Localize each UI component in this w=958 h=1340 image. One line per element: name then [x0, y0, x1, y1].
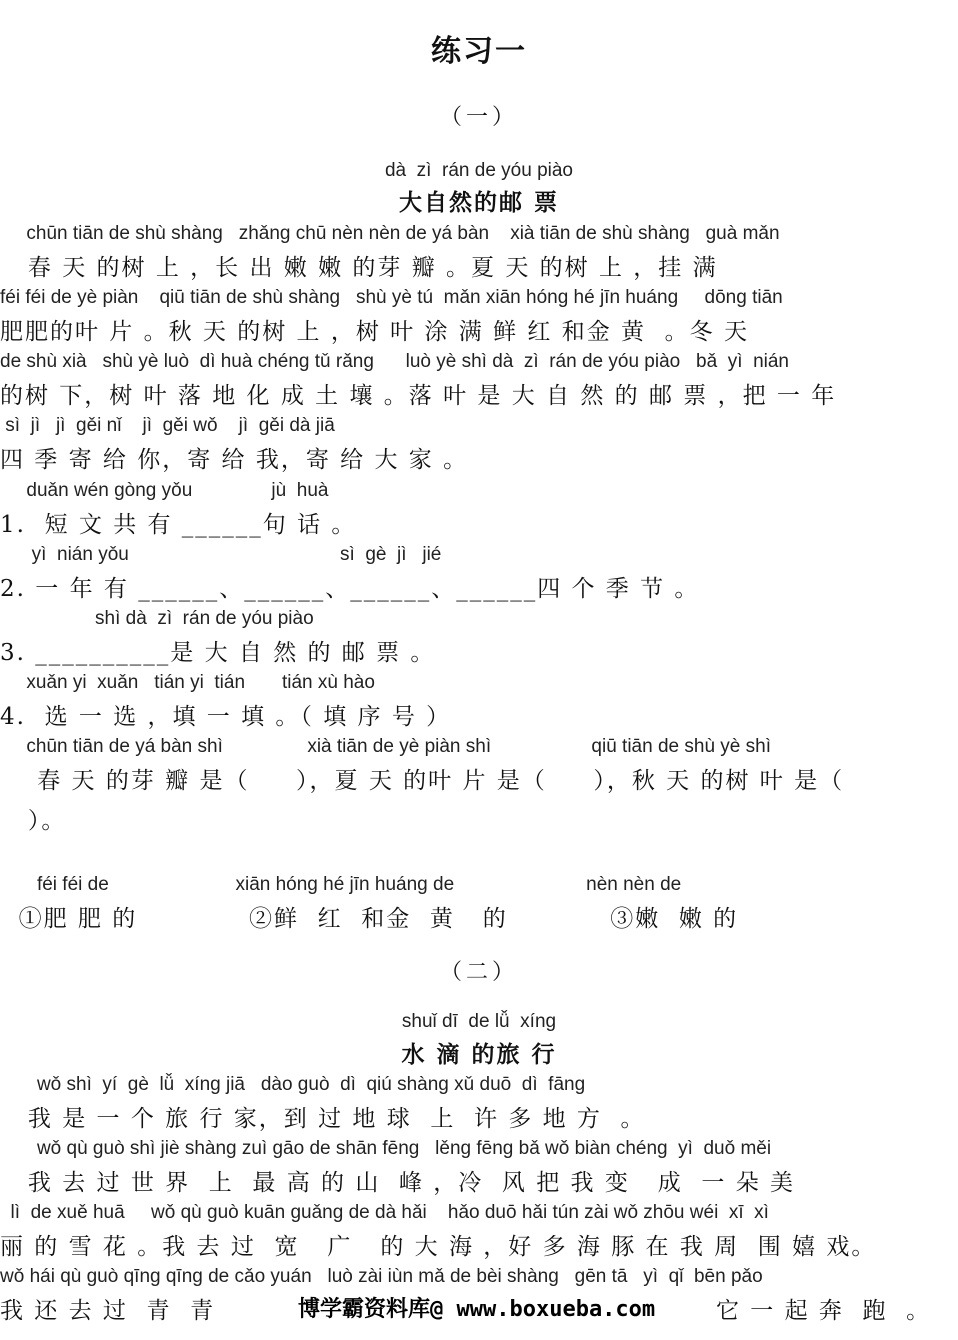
watermark-text: 博学霸资料库@ www.boxueba.com: [292, 1292, 661, 1323]
text-line: 的树 下，树 叶 落 地 化 成 土 壤 。落 叶 是 大 自 然 的 邮 票 ，把 一 年: [0, 383, 837, 409]
text-line: 我 还 去 过 青 青: [0, 1298, 216, 1324]
pinyin-line: lì de xuě huā wǒ qù guò kuān guǎng de dà hǎi hǎo duō hǎi tún zài wǒ zhōu wéi xī xì: [0, 1202, 769, 1223]
story-title-pinyin-2: shuǐ dī de lǚ xíng: [401, 1011, 557, 1032]
text-line-end: 它 一 起 奔 跑 。: [716, 1298, 932, 1324]
pinyin-line: féi féi de yè piàn qiū tiān de shù shàng shù yè tú mǎn xiān hóng hé jīn huáng dōng tiān: [0, 287, 783, 308]
q4-text: 春 天 的芽 瓣 是（ ），夏 天 的叶 片 是（ ），秋 天 的树 叶 是（: [0, 768, 845, 794]
text-line: 四 季 寄 给 你，寄 给 我，寄 给 大 家 。: [0, 447, 469, 473]
question-pinyin: shì dà zì rán de yóu piào: [0, 608, 314, 629]
question-pinyin: duǎn wén gòng yǒu jù huà: [0, 480, 329, 501]
text-line: 肥肥的叶 片 。秋 天 的树 上 ，树 叶 涂 满 鲜 红 和金 黄 。冬 天: [0, 319, 749, 345]
options-pinyin: féi féi de xiān hóng hé jīn huáng de nèn nèn de: [0, 874, 682, 895]
pinyin-line: de shù xià shù yè luò dì huà chéng tǔ rǎng luò yè shì dà zì rán de yóu piào bǎ yì nián: [0, 351, 790, 372]
pinyin-line: wǒ qù guò shì jiè shàng zuì gāo de shān fēng lěng fēng bǎ wǒ biàn chéng yì duǒ měi: [0, 1138, 772, 1159]
question-4: 4. 选 一 选 ，填 一 填 。（ 填 序 号 ）: [0, 704, 452, 730]
page-title: 练习一: [431, 34, 527, 69]
story-title-2: 水 滴 的旅 行: [401, 1041, 557, 1068]
text-line: 我 去 过 世 界 上 最 高 的 山 峰 ，冷 风 把 我 变 成 一 朵 美: [0, 1170, 796, 1196]
question-pinyin: xuǎn yi xuǎn tián yi tián tián xù hào: [0, 672, 375, 693]
text-line: 我 是 一 个 旅 行 家，到 过 地 球 上 许 多 地 方 。: [0, 1106, 646, 1132]
section-heading-1: （一）: [439, 105, 518, 130]
question-3: 3. __________是 大 自 然 的 邮 票 。: [0, 640, 436, 666]
question-2: 2. 一 年 有 ______、______、______、______四 个 季 节 。: [0, 576, 700, 602]
text-line: 丽 的 雪 花 。我 去 过 宽 广 的 大 海 ，好 多 海 豚 在 我 周 围 嬉 戏。: [0, 1234, 877, 1260]
pinyin-line: sì jì jì gěi nǐ jì gěi wǒ jì gěi dà jiā: [0, 415, 335, 436]
text-line: 春 天 的树 上 ，长 出 嫩 嫩 的芽 瓣 。夏 天 的树 上 ，挂 满: [0, 255, 718, 281]
q4-pinyin: chūn tiān de yá bàn shì xià tiān de yè piàn shì qiū tiān de shù yè shì: [0, 736, 771, 757]
pinyin-line: wǒ shì yí gè lǚ xíng jiā dào guò dì qiú shàng xǔ duō dì fāng: [0, 1074, 586, 1095]
section-heading-2: （二）: [439, 960, 518, 985]
story-title-pinyin-1: dà zì rán de yóu piào: [384, 160, 573, 181]
q4-text-continued: ）。: [0, 808, 67, 834]
question-1: 1. 短 文 共 有 ______句 话 。: [0, 512, 357, 538]
pinyin-line: wǒ hái qù guò qīng qīng de cǎo yuán luò zài iùn mǎ de bèi shàng gēn tā yì qǐ bēn pǎo: [0, 1266, 763, 1287]
pinyin-line: chūn tiān de shù shàng zhǎng chū nèn nèn de yá bàn xià tiān de shù shàng guà mǎn: [0, 223, 780, 244]
answer-options: ①肥 肥 的 ②鲜 红 和金 黄 的 ③嫩 嫩 的: [0, 906, 739, 932]
story-title-1: 大自然的邮 票: [398, 189, 559, 216]
question-pinyin: yì nián yǒu sì gè jì jié: [0, 544, 442, 565]
